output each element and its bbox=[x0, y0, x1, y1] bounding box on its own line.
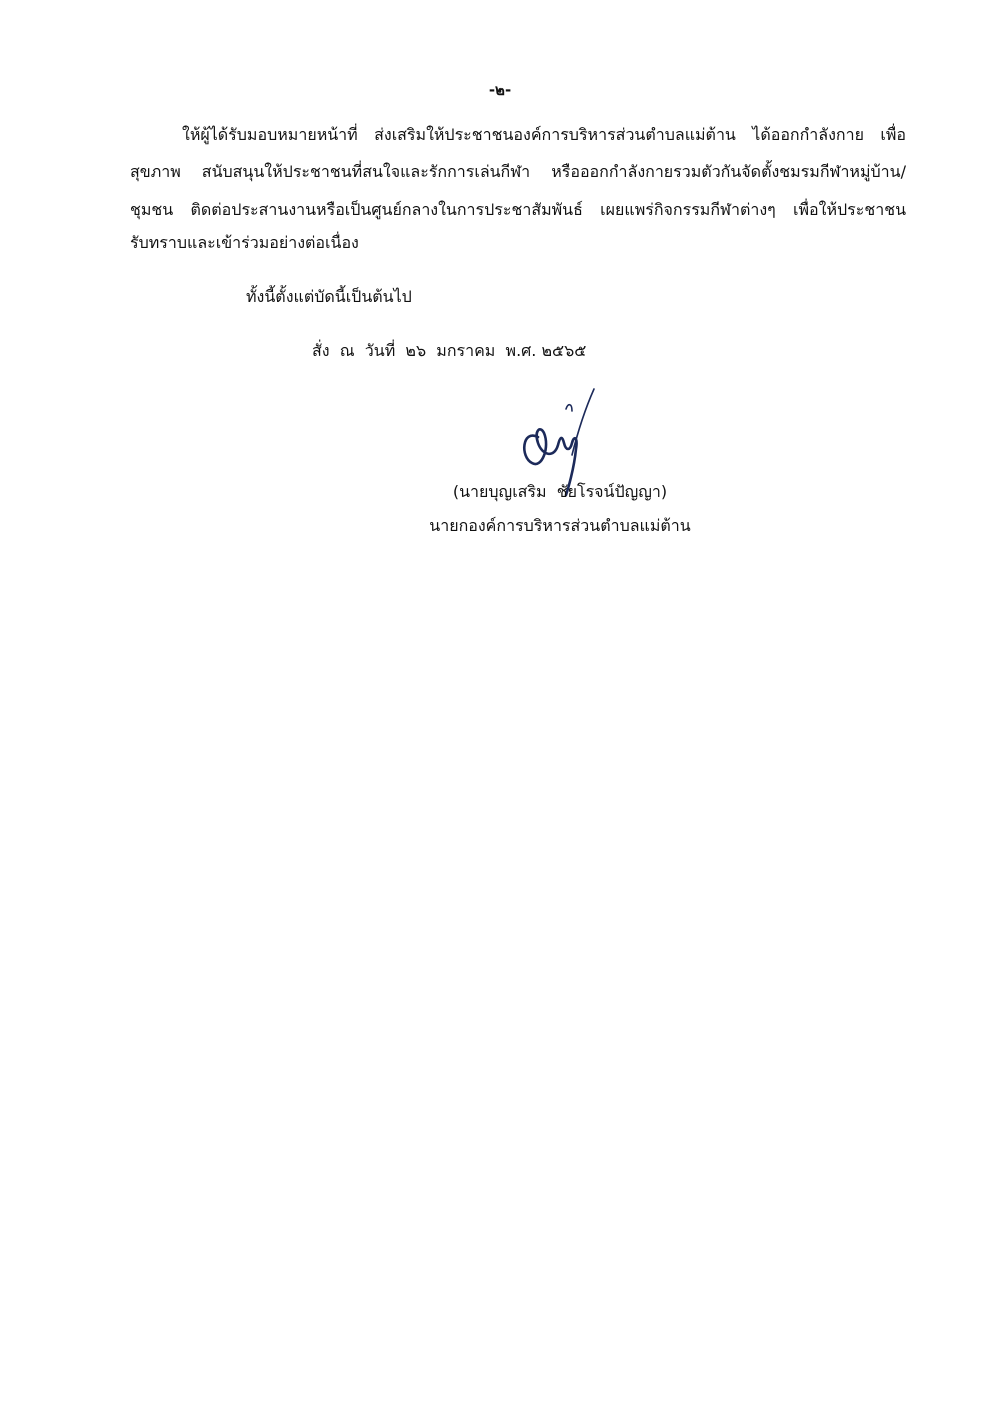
signatory-name: (นายบุญเสริม ชัยโรจน์ปัญญา) bbox=[452, 482, 668, 501]
body-paragraph-line-1: ให้ผู้ได้รับมอบหมายหน้าที่ ส่งเสริมให้ประชาชนองค์การบริหารส่วนตำบลแม่ต้าน ได้ออกกำลังกาย เพื่อ bbox=[182, 125, 906, 144]
order-date: สั่ง ณ วันที่ ๒๖ มกราคม พ.ศ. ๒๕๖๕ bbox=[312, 341, 587, 360]
effective-clause: ทั้งนี้ตั้งแต่บัดนี้เป็นต้นไป bbox=[246, 287, 412, 306]
body-paragraph-line-2: สุขภาพ สนับสนุนให้ประชาชนที่สนใจและรักการเล่นกีฬา หรือออกกำลังกายรวมตัวกันจัดตั้งชมรมกีฬาหมู่บ้าน/ bbox=[130, 162, 906, 181]
signatory-position: นายกองค์การบริหารส่วนตำบลแม่ต้าน bbox=[429, 516, 691, 535]
page-number: -๒- bbox=[488, 81, 512, 99]
body-paragraph-line-4: รับทราบและเข้าร่วมอย่างต่อเนื่อง bbox=[130, 233, 359, 252]
body-paragraph-line-3: ชุมชน ติดต่อประสานงานหรือเป็นศูนย์กลางในการประชาสัมพันธ์ เผยแพร่กิจกรรมกีฬาต่างๆ เพื่อให้ประชาชน bbox=[130, 200, 906, 219]
